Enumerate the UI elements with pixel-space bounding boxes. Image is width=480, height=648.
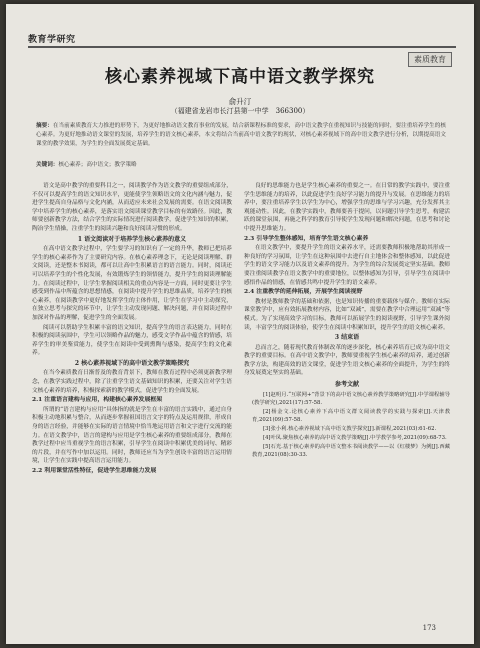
body-paragraph: 在当今素质教育日渐普及的教育背景下，教师在教育过程中必须更新教学理念，在教学实践过程中，除了注重学生语文基础知识的积累，还要关注对学生语文核心素养的培养，积极探索新的教学模式，促进学生的全面发展。 — [32, 370, 232, 394]
section-heading: 2.1 注重语言建构与应用，构建核心素养发展框架 — [32, 396, 163, 404]
journal-page — [6, 4, 474, 644]
keywords-text: 核心素养；高中语文；教学策略 — [58, 162, 137, 168]
references-title: 参考文献 — [334, 381, 359, 389]
body-paragraph: 教材是教师教学的基础和依据，也是知识传播的重要载体与媒介。教师在实际课堂教学中，应有效拓展教材内容，比如“双减”，需要在教学中合理运用“双减”等模式。为了实现高效学习的目标，教师可以拓展学生的阅读视野，引导学生课外阅读，丰富学生的阅读体验，使学生在阅读中积累知识，提升学生的语文核心素养。 — [244, 298, 450, 331]
page-number: 173 — [422, 624, 436, 632]
body-paragraph: 阅读可以帮助学生积累丰富的语文知识，提高学生的语言表达能力，同时在积极的阅读氛围中，学生可以领略作品的魅力，感受文学作品中蕴含的情感，培养学生的审美鉴赏能力，使学生在阅读中受到熏陶与感染，提高学生的文化素养。 — [32, 324, 232, 357]
reference-item: [1]赵明月.“互联网+”背景下的高中语文核心素养教学策略研究[J].中学课程辅导(教学研究),2021(17):57-58. — [252, 391, 450, 406]
section-heading: 2 核心素养视域下的高中语文教学策略探究 — [74, 359, 190, 367]
column-tag: 素质教育 — [408, 52, 452, 67]
author-affiliation: （福建省龙岩市长汀县第一中学 366300） — [170, 107, 310, 115]
reference-item: [4]叶凤.聚焦核心素养的高中语文教学策略[J].中学教学参考,2021(09):68-73. — [263, 434, 447, 441]
author-name: 俞升汀 — [228, 97, 252, 106]
body-paragraph: 在高中语文教学过程中，学生要学习的知识有了一定的升华，教师已把培养学生的核心素养作为了主要研究内容。在核心素养理念下，无论是阅读理解、群文阅读，还是整本书阅读，都可以让高中生积累语言的语言能力。同时，阅读还可以培养学生的个性化发展，有效锻炼学生的领悟能力，提升学生的阅读理解能力。在阅读过程中，让学生掌握阅读相关的重点内容是一方面，同时更要让学生感受到作品中所蕴含的思想情感，在阅读中提升学生的思维品质，培养学生的核心素养，在阅读教学中更好地发挥学生的主体作用，让学生在学习中主动探究，在独立思考与探究的环节中，让学生主动发现问题、解决问题，并在阅读过程中加深对作品的理解，促进学生的全面发展。 — [32, 246, 232, 321]
keywords-label: 关键词： — [36, 162, 59, 168]
body-column-left — [32, 182, 232, 477]
abstract-label: 摘要： — [36, 123, 53, 129]
body-column-right — [244, 182, 450, 460]
section-heading: 2.4 注重教学的延伸拓展，开展学生阅读视野 — [244, 288, 363, 296]
body-paragraph: 良好的思维能力也是学生核心素养的重要之一。在日常的教学实践中，要注重学生思维能力的培养，以此促进学生良好学习能力的提升与发展。在思维能力的培养中，要注重培养学生以学生为中心，增强学生的思维与学习兴趣，充分发挥其主观能动性。因此，在教学实践中，教师要善于提问，以问题引导学生思考，构建活跃的课堂氛围，再施之科学的教育引导使学生发现问题和解决问题，在思考和讨论中提升思维能力。 — [244, 183, 450, 232]
body-paragraph: 总而言之，随着现代教育体制改革的逐步深化，核心素养培育已成为高中语文教学的重要目标。在高中语文教学中，教师要重视学生核心素养的培养，通过创新教学方法，构建高效的语文课堂，促进学生语文核心素养的全面提升，为学生的终身发展奠定坚实的基础。 — [244, 344, 450, 377]
references-list — [244, 391, 450, 459]
abstract-text: 在当前素质教育大力推进的形势下，为更好地推动语文教育事业的发展，结合新课程标准的要求，高中语文教学在重视知识与技能的同时，要注重培养学生的核心素养。为更好地推动语文课堂的发展，培养学生的语文核心素养，本文将结合当前高中语文教学的现状，对核心素养视域下的高中语文教学进行分析，以期提高语文课堂的教学效果，为学生的全面发展奠定基础。 — [36, 123, 446, 147]
section-heading: 2.3 引导学生整体感知，培育学生语文核心素养 — [244, 234, 369, 242]
keywords — [36, 160, 446, 168]
section-heading: 3 结束语 — [334, 334, 360, 342]
body-paragraph: 在语文教学中，要提升学生的语文素养水平，还需要教师积极地帮助其形成一种良好的学习氛围，让学生在这种氛围中去进行自主地体会和整体感知，以此促进学生的语文学习能力以及语文素养的提升。为学生的综合发展奠定坚实基础。教师要注重阅读教学在语文教学中的重要地位，以整体感知为引导，引导学生在阅读中感悟作品的情感，在情感共鸣中提升学生的语文素养。 — [244, 245, 450, 286]
abstract — [36, 122, 446, 149]
article-title: 核心素养视域下高中语文教学探究 — [105, 67, 375, 87]
section-heading: 1 语文阅读对于培养学生核心素养的意义 — [77, 235, 187, 243]
reference-item: [5]石光.基于核心素养的高中语文整本书阅读教学——以《红楼梦》为例[J].西藏教育,2021(08):30-33. — [252, 443, 450, 458]
body-paragraph: 所谓的“语言建构与应用”具体指的就是学生在丰富的语言实践中，通过自身积极主动地积累与整合，从而逐步掌握祖国语言文字的特点及运用规律，形成自身的语言经验，并能够在实际的语言情境中恰当地运用语言和文字进行交流的能力。在语文教学中，语言的建构与应用是学生核心素养的重要组成部分，教师在教学过程中应当重视学生的语言积累，引导学生在阅读中积累优美的词句、精彩的片段，并在写作中加以运用。同时，教师还应当为学生创设丰富的语言运用情境，让学生在实践中提高语言运用能力。 — [32, 406, 232, 465]
reference-item: [3]张小利.核心素养视域下高中语文教学探究[J].新课程,2021(03):61-62. — [263, 425, 437, 432]
body-paragraph: 语文是高中教学的重要科目之一，阅读教学作为语文教学的重要组成部分，不仅可以提高学生的语文知识水平，更能使学生领略语文的文化内涵与魅力，促进学生提高自身品格与文化内涵，从而适应未来社会发展的需要。在语文阅读教学中培养学生的核心素养，是落实语文阅读课堂教学目标的有效路径。因此，教师要创新教学方法，结合学生的实际情况进行阅读教学，促进学生知识的积累，陶冶学生情操，注重学生的阅读兴趣和良好阅读习惯的形成。 — [32, 183, 232, 232]
section-heading: 2.2 利用课堂活性特征，促进学生思维能力发展 — [32, 467, 157, 474]
header-divider — [28, 46, 456, 48]
reference-item: [2]杨金文.论核心素养下高中语文群文阅读教学的实践与探索[J].天津教育,2021(09):57-58. — [252, 408, 450, 423]
journal-section-label: 教育学研究 — [28, 35, 76, 45]
right-column-body — [244, 182, 450, 378]
